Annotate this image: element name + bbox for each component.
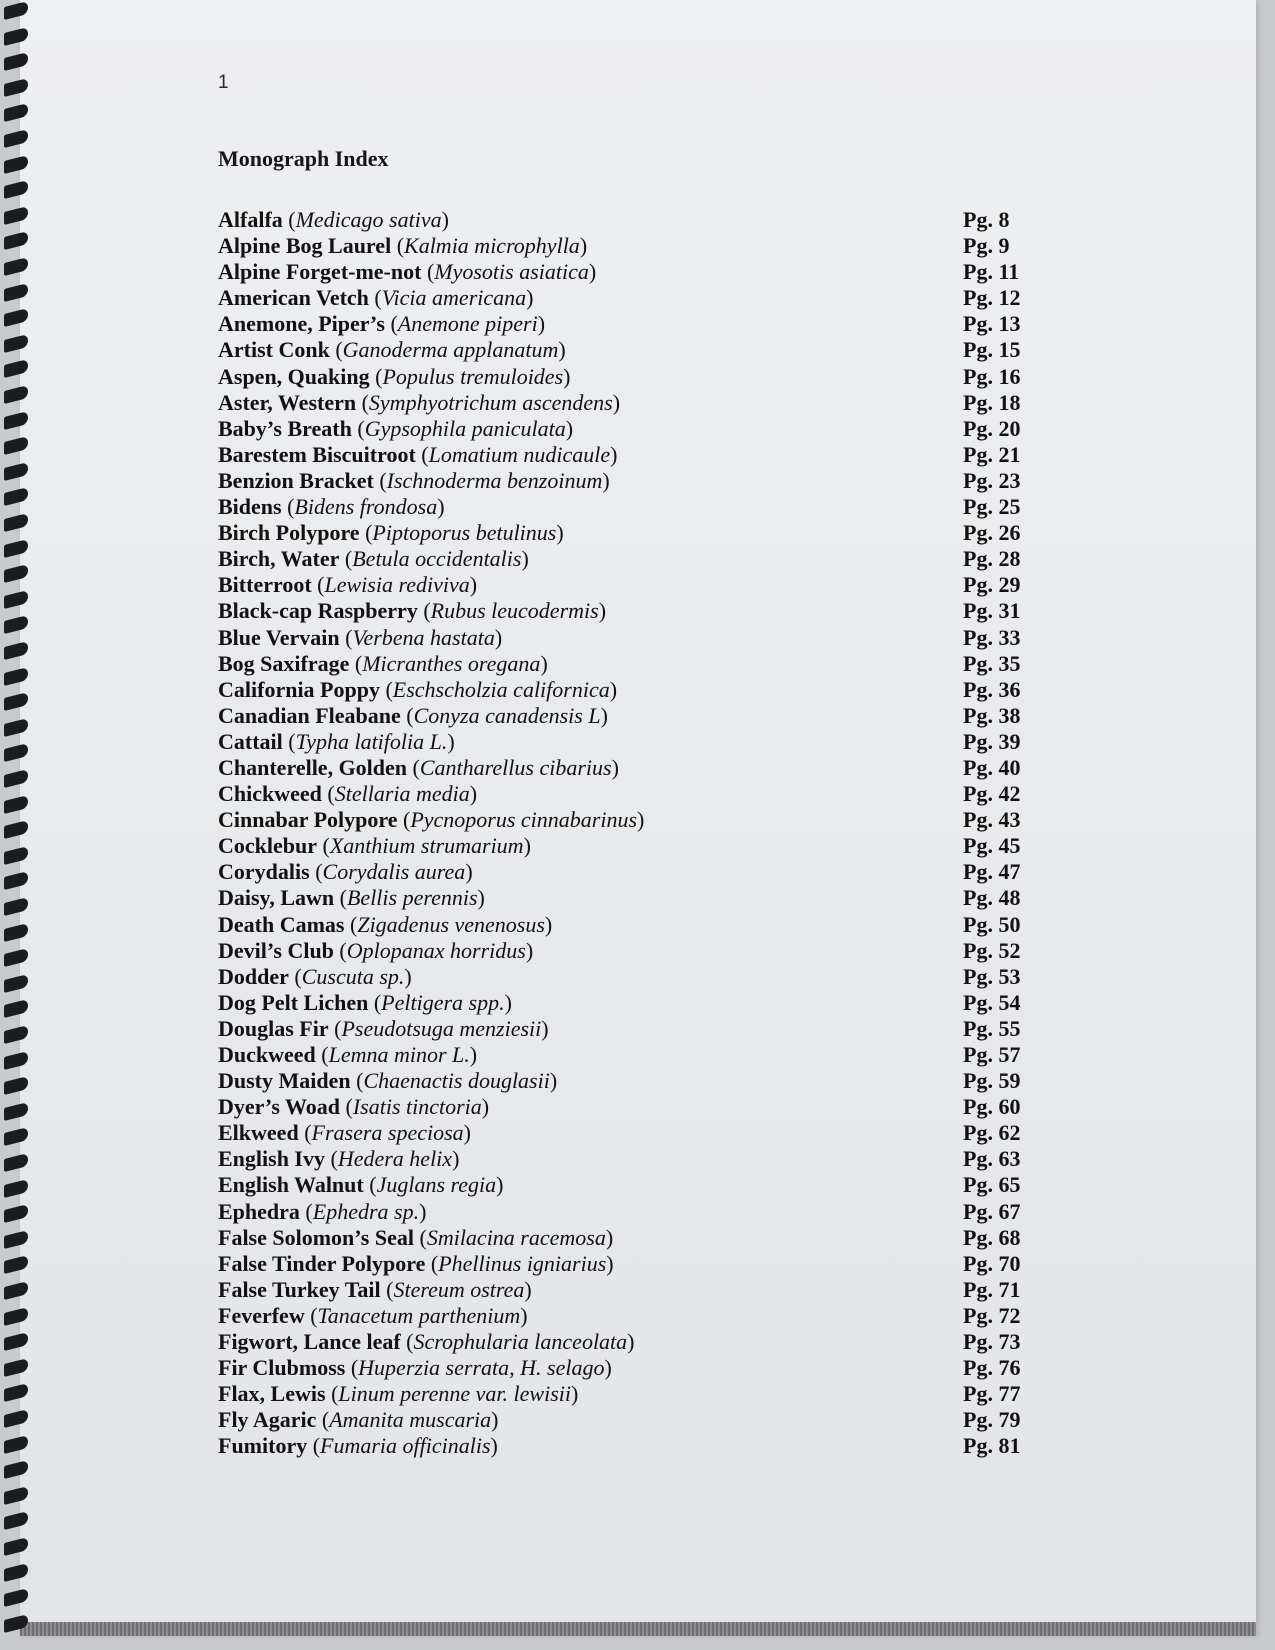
binding-coil — [4, 103, 28, 122]
entry-scientific-name: Zigadenus venenosus — [357, 911, 545, 937]
entry-scientific-name: Populus tremuloides — [382, 363, 564, 389]
binding-coil — [4, 718, 28, 737]
entry-page-number: Pg. 50 — [963, 911, 1021, 937]
binding-coil — [4, 999, 28, 1018]
entry-page-number: Pg. 8 — [963, 207, 1010, 232]
entry-scientific-name: Lewisia rediviva — [324, 572, 470, 598]
entry-common-name: California Poppy — [218, 676, 380, 702]
index-entry: Douglas Fir (Pseudotsuga menziesii) Pg. 55 — [218, 1015, 1021, 1041]
entry-scientific-name: Fumaria officinalis — [320, 1433, 491, 1459]
entry-common-name: Blue Vervain — [218, 624, 340, 650]
entry-page-number: Pg. 71 — [963, 1276, 1021, 1302]
index-entry: Baby’s Breath (Gypsophila paniculata) Pg. 20 — [218, 415, 1021, 441]
page-number: 1 — [218, 72, 229, 93]
entry-scientific-name: Stellaria media — [334, 781, 470, 807]
index-entry: Bitterroot (Lewisia rediviva) Pg. 29 — [218, 572, 1021, 598]
entry-common-name: Anemone, Piper’s — [218, 311, 385, 337]
entry-common-name: Birch, Water — [218, 546, 340, 572]
entry-scientific-name: Huperzia serrata, H. selago — [358, 1355, 605, 1381]
entry-common-name: Aspen, Quaking — [218, 363, 370, 389]
index-entry: English Walnut (Juglans regia) Pg. 65 — [218, 1172, 1021, 1198]
entry-page-number: Pg. 29 — [963, 572, 1021, 598]
entry-page-number: Pg. 43 — [963, 807, 1021, 833]
entry-page-number: Pg. 33 — [963, 624, 1021, 650]
entry-scientific-name: Piptoporus betulinus — [372, 520, 557, 546]
index-entry: Aspen, Quaking (Populus tremuloides) Pg. 16 — [218, 363, 1021, 389]
index-entry: Alfalfa (Medicago sativa) Pg. 8 — [218, 207, 1010, 232]
entry-common-name: Barestem Biscuitroot — [218, 441, 416, 467]
binding-coil — [4, 334, 28, 353]
entry-page-number: Pg. 20 — [963, 415, 1021, 441]
entry-common-name: False Tinder Polypore — [218, 1250, 426, 1276]
index-entry: Dodder (Cuscuta sp.) Pg. 53 — [218, 963, 1021, 989]
entry-common-name: Fir Clubmoss — [218, 1355, 346, 1381]
entry-scientific-name: Smilacina racemosa — [426, 1224, 606, 1250]
entry-page-number: Pg. 42 — [963, 781, 1021, 807]
entry-page-number: Pg. 25 — [963, 494, 1021, 520]
entry-common-name: Chanterelle, Golden — [218, 754, 408, 780]
entry-common-name: Elkweed — [218, 1120, 299, 1146]
index-entry: Blue Vervain (Verbena hastata) Pg. 33 — [218, 624, 1021, 650]
entry-page-number: Pg. 52 — [963, 937, 1021, 963]
index-entry: Aster, Western (Symphyotrichum ascendens) Pg. 18 — [218, 389, 1021, 415]
binding-coil — [4, 1153, 28, 1172]
entry-scientific-name: Oplopanax horridus — [346, 937, 526, 963]
index-entry: Bog Saxifrage (Micranthes oregana) Pg. 35 — [218, 650, 1021, 676]
entry-scientific-name: Cuscuta sp. — [301, 963, 405, 989]
entry-page-number: Pg. 21 — [963, 441, 1021, 467]
entry-scientific-name: Medicago sativa — [295, 207, 442, 232]
index-entry: Dusty Maiden (Chaenactis douglasii) Pg. 59 — [218, 1068, 1021, 1094]
entry-page-number: Pg. 45 — [963, 833, 1021, 859]
entry-common-name: Figwort, Lance leaf — [218, 1329, 401, 1355]
entry-common-name: Fumitory — [218, 1433, 308, 1459]
entry-common-name: Canadian Fleabane — [218, 702, 401, 728]
entry-common-name: Alpine Bog Laurel — [218, 233, 392, 259]
binding-coil — [4, 513, 28, 532]
entry-page-number: Pg. 38 — [963, 702, 1021, 728]
binding-coil — [4, 667, 28, 686]
binding-coil — [4, 743, 28, 762]
entry-scientific-name: Tanacetum parthenium — [317, 1302, 521, 1328]
entry-scientific-name: Anemone piperi — [397, 311, 538, 337]
index-entry: Feverfew (Tanacetum parthenium) Pg. 72 — [218, 1302, 1021, 1328]
binding-coil — [4, 871, 28, 890]
binding-coil — [4, 1383, 28, 1402]
index-list — [218, 207, 1078, 1460]
entry-page-number: Pg. 72 — [963, 1302, 1021, 1328]
index-entry: Death Camas (Zigadenus venenosus) Pg. 50 — [218, 911, 1021, 937]
entry-scientific-name: Frasera speciosa — [311, 1120, 464, 1146]
entry-common-name: Death Camas — [218, 911, 345, 937]
entry-common-name: Dyer’s Woad — [218, 1094, 341, 1120]
binding-coil — [4, 308, 28, 327]
index-entry: Ephedra (Ephedra sp.) Pg. 67 — [218, 1198, 1021, 1224]
entry-common-name: Bidens — [218, 494, 282, 520]
entry-scientific-name: Pseudotsuga menziesii — [341, 1015, 542, 1041]
index-entry: Daisy, Lawn (Bellis perennis) Pg. 48 — [218, 885, 1021, 911]
entry-common-name: Chickweed — [218, 781, 322, 807]
binding-coil — [4, 411, 28, 430]
binding-coil — [4, 487, 28, 506]
entry-scientific-name: Corydalis aurea — [322, 859, 466, 885]
entry-page-number: Pg. 57 — [963, 1042, 1021, 1067]
entry-scientific-name: Stereum ostrea — [393, 1276, 525, 1302]
binding-coil — [4, 1102, 28, 1121]
entry-common-name: English Ivy — [218, 1146, 325, 1172]
entry-scientific-name: Juglans regia — [376, 1172, 497, 1198]
entry-common-name: Fly Agaric — [218, 1407, 317, 1433]
entry-page-number: Pg. 26 — [963, 520, 1021, 546]
entry-page-number: Pg. 12 — [963, 285, 1021, 311]
index-entry: American Vetch (Vicia americana) Pg. 12 — [218, 285, 1021, 311]
entry-common-name: Devil’s Club — [218, 937, 334, 963]
binding-coil — [4, 1230, 28, 1249]
index-entry: Duckweed (Lemna minor L.) Pg. 57 — [218, 1042, 1021, 1067]
entry-scientific-name: Betula occidentalis — [352, 546, 522, 572]
index-entry: Alpine Bog Laurel (Kalmia microphylla) Pg. 9 — [218, 233, 1010, 259]
index-entry: Figwort, Lance leaf (Scrophularia lanceolata) Pg. 73 — [218, 1329, 1021, 1355]
entry-page-number: Pg. 39 — [963, 728, 1021, 754]
entry-scientific-name: Ephedra sp. — [312, 1198, 420, 1224]
entry-common-name: Baby’s Breath — [218, 415, 352, 441]
entry-scientific-name: Scrophularia lanceolata — [413, 1329, 628, 1355]
index-entry: Fir Clubmoss (Huperzia serrata, H. selago) Pg. 76 — [218, 1355, 1021, 1381]
binding-coil — [4, 974, 28, 993]
index-entry: False Turkey Tail (Stereum ostrea) Pg. 71 — [218, 1276, 1021, 1302]
entry-common-name: Duckweed — [218, 1042, 316, 1067]
index-entry: Birch, Water (Betula occidentalis) Pg. 28 — [218, 546, 1021, 572]
binding-coil — [4, 462, 28, 481]
entry-scientific-name: Rubus leucodermis — [430, 598, 599, 624]
index-entry: Dyer’s Woad (Isatis tinctoria) Pg. 60 — [218, 1094, 1021, 1120]
binding-coil — [4, 590, 28, 609]
entry-page-number: Pg. 62 — [963, 1120, 1021, 1146]
binding-coil — [4, 1511, 28, 1530]
entry-page-number: Pg. 16 — [963, 363, 1021, 389]
entry-scientific-name: Amanita muscaria — [329, 1407, 492, 1433]
binding-coil — [4, 1588, 28, 1607]
entry-scientific-name: Phellinus igniarius — [438, 1250, 607, 1276]
binding-coil — [4, 1127, 28, 1146]
entry-page-number: Pg. 18 — [963, 389, 1021, 415]
entry-common-name: Feverfew — [218, 1302, 305, 1328]
entry-page-number: Pg. 68 — [963, 1224, 1021, 1250]
entry-page-number: Pg. 73 — [963, 1329, 1021, 1355]
binding-coil — [4, 769, 28, 788]
spiral-binding — [0, 0, 30, 1650]
binding-coil — [4, 564, 28, 583]
index-entry: California Poppy (Eschscholzia californica) Pg. 36 — [218, 676, 1021, 702]
index-entry: Chickweed (Stellaria media) Pg. 42 — [218, 781, 1021, 807]
binding-coil — [4, 231, 28, 250]
entry-scientific-name: Micranthes oregana — [362, 650, 541, 676]
entry-common-name: Birch Polypore — [218, 520, 360, 546]
entry-common-name: Dodder — [218, 963, 289, 989]
index-entry: Artist Conk (Ganoderma applanatum) Pg. 15 — [218, 337, 1021, 363]
entry-page-number: Pg. 40 — [963, 754, 1021, 780]
entry-page-number: Pg. 53 — [963, 963, 1021, 989]
binding-coil — [4, 948, 28, 967]
index-entry: Alpine Forget-me-not (Myosotis asiatica) Pg. 11 — [218, 259, 1020, 285]
index-entry: Devil’s Club (Oplopanax horridus) Pg. 52 — [218, 937, 1021, 963]
entry-scientific-name: Vicia americana — [381, 285, 527, 311]
index-entry: Black-cap Raspberry (Rubus leucodermis) Pg. 31 — [218, 598, 1021, 624]
entry-page-number: Pg. 55 — [963, 1015, 1021, 1041]
binding-coil — [4, 1255, 28, 1274]
page-title: Monograph Index — [218, 146, 389, 171]
entry-scientific-name: Symphyotrichum ascendens — [368, 389, 613, 415]
index-entry: Fly Agaric (Amanita muscaria) Pg. 79 — [218, 1407, 1021, 1433]
binding-coil — [4, 1307, 28, 1326]
entry-page-number: Pg. 48 — [963, 885, 1021, 911]
binding-coil — [4, 1537, 28, 1556]
index-entry: English Ivy (Hedera helix) Pg. 63 — [218, 1146, 1021, 1172]
index-entry: Chanterelle, Golden (Cantharellus cibarius) Pg. 40 — [218, 754, 1021, 780]
index-entry: False Solomon’s Seal (Smilacina racemosa) Pg. 68 — [218, 1224, 1021, 1250]
index-entry: Birch Polypore (Piptoporus betulinus) Pg. 26 — [218, 520, 1021, 546]
entry-common-name: False Solomon’s Seal — [218, 1224, 414, 1250]
entry-common-name: False Turkey Tail — [218, 1276, 381, 1302]
entry-common-name: Douglas Fir — [218, 1015, 329, 1041]
entry-scientific-name: Linum perenne var. lewisii — [338, 1381, 572, 1407]
entry-scientific-name: Chaenactis douglasii — [363, 1068, 550, 1094]
index-entry: Anemone, Piper’s (Anemone piperi) Pg. 13 — [218, 311, 1021, 337]
entry-common-name: Dusty Maiden — [218, 1068, 351, 1094]
entry-scientific-name: Ischnoderma benzoinum — [386, 467, 603, 493]
entry-scientific-name: Lomatium nudicaule — [428, 441, 611, 467]
entry-scientific-name: Conyza canadensis L — [413, 702, 601, 728]
binding-coil — [4, 257, 28, 276]
binding-coil — [4, 78, 28, 97]
entry-common-name: Bitterroot — [218, 572, 312, 598]
document-page — [20, 0, 1256, 1636]
index-entry: Benzion Bracket (Ischnoderma benzoinum) Pg. 23 — [218, 467, 1021, 493]
entry-common-name: Flax, Lewis — [218, 1381, 326, 1407]
binding-coil — [4, 155, 28, 174]
index-entry: Cinnabar Polypore (Pycnoporus cinnabarinus) Pg. 43 — [218, 807, 1021, 833]
binding-coil — [4, 1358, 28, 1377]
entry-scientific-name: Bellis perennis — [346, 885, 478, 911]
index-entry: Dog Pelt Lichen (Peltigera spp.) Pg. 54 — [218, 989, 1021, 1015]
index-entry: Flax, Lewis (Linum perenne var. lewisii) Pg. 77 — [218, 1381, 1021, 1407]
entry-scientific-name: Xanthium strumarium — [329, 833, 524, 859]
binding-coil — [4, 539, 28, 558]
entry-page-number: Pg. 9 — [963, 233, 1010, 259]
binding-coil — [4, 615, 28, 634]
entry-page-number: Pg. 13 — [963, 311, 1021, 337]
entry-page-number: Pg. 67 — [963, 1198, 1021, 1224]
binding-coil — [4, 820, 28, 839]
entry-page-number: Pg. 36 — [963, 676, 1021, 702]
index-entry: Corydalis (Corydalis aurea) Pg. 47 — [218, 859, 1021, 885]
entry-scientific-name: Hedera helix — [337, 1146, 453, 1172]
binding-coil — [4, 180, 28, 199]
entry-page-number: Pg. 35 — [963, 650, 1021, 676]
entry-scientific-name: Bidens frondosa — [294, 494, 438, 520]
entry-common-name: Dog Pelt Lichen — [218, 989, 369, 1015]
entry-page-number: Pg. 31 — [963, 598, 1021, 624]
binding-coil — [4, 692, 28, 711]
index-entry: Canadian Fleabane (Conyza canadensis L) Pg. 38 — [218, 702, 1021, 728]
entry-page-number: Pg. 28 — [963, 546, 1021, 572]
binding-coil — [4, 641, 28, 660]
entry-common-name: Aster, Western — [218, 389, 357, 415]
entry-scientific-name: Eschscholzia californica — [392, 676, 610, 702]
binding-coil — [4, 1460, 28, 1479]
entry-scientific-name: Gypsophila paniculata — [364, 415, 566, 441]
binding-coil — [4, 1281, 28, 1300]
binding-coil — [4, 1435, 28, 1454]
entry-scientific-name: Lemna minor L. — [328, 1042, 470, 1067]
entry-common-name: Bog Saxifrage — [218, 650, 350, 676]
binding-coil — [4, 1025, 28, 1044]
entry-common-name: Alfalfa — [218, 207, 283, 232]
index-entry: Fumitory (Fumaria officinalis) Pg. 81 — [218, 1433, 1021, 1459]
entry-page-number: Pg. 15 — [963, 337, 1021, 363]
entry-page-number: Pg. 77 — [963, 1381, 1021, 1407]
index-entry: Elkweed (Frasera speciosa) Pg. 62 — [218, 1120, 1021, 1146]
binding-coil — [4, 283, 28, 302]
entry-common-name: Cocklebur — [218, 833, 317, 859]
entry-scientific-name: Peltigera spp. — [381, 989, 505, 1015]
binding-coil — [4, 1486, 28, 1505]
index-entry: Cocklebur (Xanthium strumarium) Pg. 45 — [218, 833, 1021, 859]
entry-page-number: Pg. 81 — [963, 1433, 1021, 1459]
entry-page-number: Pg. 63 — [963, 1146, 1021, 1172]
entry-common-name: Benzion Bracket — [218, 467, 374, 493]
binding-coil — [4, 52, 28, 71]
entry-common-name: Cinnabar Polypore — [218, 807, 398, 833]
entry-page-number: Pg. 11 — [963, 259, 1020, 285]
binding-coil — [4, 1563, 28, 1582]
binding-coil — [4, 923, 28, 942]
binding-coil — [4, 359, 28, 378]
binding-coil — [4, 1204, 28, 1223]
page-bottom-edge — [20, 1622, 1256, 1636]
entry-page-number: Pg. 47 — [963, 859, 1021, 885]
binding-coil — [4, 1409, 28, 1428]
entry-page-number: Pg. 60 — [963, 1094, 1021, 1120]
binding-coil — [4, 129, 28, 148]
entry-page-number: Pg. 23 — [963, 467, 1021, 493]
entry-common-name: Artist Conk — [218, 337, 330, 363]
entry-page-number: Pg. 79 — [963, 1407, 1021, 1433]
binding-coil — [4, 897, 28, 916]
entry-common-name: Black-cap Raspberry — [218, 598, 418, 624]
entry-common-name: Ephedra — [218, 1198, 300, 1224]
entry-page-number: Pg. 70 — [963, 1250, 1021, 1276]
entry-scientific-name: Cantharellus cibarius — [419, 754, 612, 780]
entry-common-name: Daisy, Lawn — [218, 885, 335, 911]
binding-coil — [4, 1076, 28, 1095]
binding-coil — [4, 1614, 28, 1633]
entry-common-name: English Walnut — [218, 1172, 364, 1198]
entry-scientific-name: Pycnoporus cinnabarinus — [410, 807, 638, 833]
binding-coil — [4, 385, 28, 404]
binding-coil — [4, 1179, 28, 1198]
entry-scientific-name: Ganoderma applanatum — [342, 337, 559, 363]
index-entry: Cattail (Typha latifolia L.) Pg. 39 — [218, 728, 1021, 754]
binding-coil — [4, 1051, 28, 1070]
entry-common-name: Alpine Forget-me-not — [218, 259, 422, 285]
entry-scientific-name: Myosotis asiatica — [434, 259, 589, 285]
entry-scientific-name: Kalmia microphylla — [404, 233, 580, 259]
entry-page-number: Pg. 65 — [963, 1172, 1021, 1198]
entry-page-number: Pg. 76 — [963, 1355, 1021, 1381]
binding-coil — [4, 27, 28, 46]
binding-coil — [4, 1, 28, 20]
entry-scientific-name: Typha latifolia L. — [295, 728, 448, 754]
entry-common-name: Cattail — [218, 728, 283, 754]
entry-scientific-name: Verbena hastata — [352, 624, 495, 650]
binding-coil — [4, 1332, 28, 1351]
binding-coil — [4, 436, 28, 455]
binding-coil — [4, 795, 28, 814]
index-entry: Barestem Biscuitroot (Lomatium nudicaule) Pg. 21 — [218, 441, 1021, 467]
index-entry: False Tinder Polypore (Phellinus igniarius) Pg. 70 — [218, 1250, 1021, 1276]
index-entry: Bidens (Bidens frondosa) Pg. 25 — [218, 494, 1021, 520]
entry-common-name: Corydalis — [218, 859, 310, 885]
binding-coil — [4, 846, 28, 865]
entry-page-number: Pg. 54 — [963, 989, 1021, 1015]
entry-scientific-name: Isatis tinctoria — [352, 1094, 482, 1120]
binding-coil — [4, 206, 28, 225]
entry-page-number: Pg. 59 — [963, 1068, 1021, 1094]
entry-common-name: American Vetch — [218, 285, 369, 311]
